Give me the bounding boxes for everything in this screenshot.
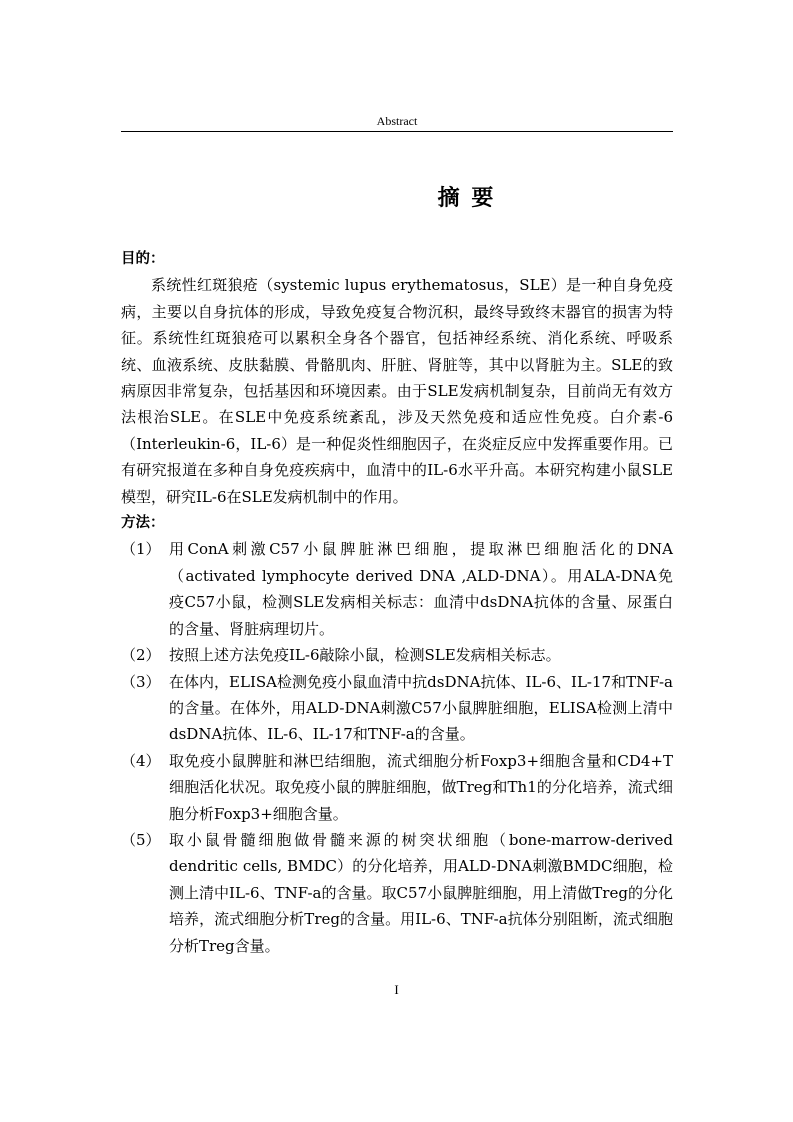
method-item-number: （2） bbox=[121, 646, 161, 665]
running-header: Abstract bbox=[376, 114, 418, 128]
abstract-body bbox=[121, 246, 673, 959]
page-number: I bbox=[394, 982, 399, 997]
method-item bbox=[121, 536, 673, 642]
method-item-number: （3） bbox=[121, 672, 161, 691]
method-item-text: 取小鼠骨髓细胞做骨髓来源的树突状细胞（bone-marrow-derived dendritic cells, BMDC）的分化培养，用ALD-DNA刺激BMDC细胞，检测上清中IL-6、TNF-a的含量。取C57小鼠脾脏细胞，用上清做Treg的分化培养，流式细胞分析Treg的含量。用IL-6、TNF-a抗体分别阻断，流式细胞分析Treg含量。 bbox=[169, 830, 673, 955]
method-item-text: 用ConA刺激C57小鼠脾脏淋巴细胞，提取淋巴细胞活化的DNA（activated lymphocyte derived DNA ,ALD-DNA）。用ALA-DNA免疫C57小鼠，检测SLE发病相关标志：血清中dsDNA抗体的含量、尿蛋白的含量、肾脏病理切片。 bbox=[169, 540, 673, 638]
method-item bbox=[121, 827, 673, 959]
objective-heading: 目的： bbox=[121, 251, 165, 267]
method-item-text: 在体内，ELISA检测免疫小鼠血清中抗dsDNA抗体、IL-6、IL-17和TNF-a的含量。在体外，用ALD-DNA刺激C57小鼠脾脏细胞，ELISA检测上清中dsDNA抗体、IL-6、IL-17和TNF-a的含量。 bbox=[169, 672, 673, 744]
header-rule bbox=[121, 131, 673, 132]
method-item bbox=[121, 669, 673, 748]
method-item bbox=[121, 748, 673, 827]
method-item-text: 取免疫小鼠脾脏和淋巴结细胞，流式细胞分析Foxp3+细胞含量和CD4+T细胞活化状况。取免疫小鼠的脾脏细胞，做Treg和Th1的分化培养，流式细胞分析Foxp3+细胞含量。 bbox=[169, 751, 673, 823]
objective-paragraph: 系统性红斑狼疮（systemic lupus erythematosus，SLE）是一种自身免疫病，主要以自身抗体的形成，导致免疫复合物沉积，最终导致终末器官的损害为特征。系统性红斑狼疮可以累积全身各个器官，包括神经系统、消化系统、呼吸系统、血液系统、皮肤黏膜、骨骼肌肉、肝脏、肾脏等，其中以肾脏为主。SLE的致病原因非常复杂，包括基因和环境因素。由于SLE发病机制复杂，目前尚无有效方法根治SLE。在SLE中免疫系统紊乱，涉及天然免疫和适应性免疫。白介素-6（Interleukin-6，IL-6）是一种促炎性细胞因子，在炎症反应中发挥重要作用。已有研究报道在多种自身免疫疾病中，血清中的IL-6水平升高。本研究构建小鼠SLE模型，研究IL-6在SLE发病机制中的作用。 bbox=[121, 276, 673, 506]
page-title: 摘 要 bbox=[437, 186, 496, 211]
method-item-number: （5） bbox=[121, 830, 161, 849]
method-item bbox=[121, 642, 673, 668]
method-item-number: （1） bbox=[121, 540, 161, 559]
method-item-number: （4） bbox=[121, 751, 161, 770]
method-item-text: 按照上述方法免疫IL-6敲除小鼠，检测SLE发病相关标志。 bbox=[169, 646, 561, 665]
methods-heading: 方法： bbox=[121, 515, 165, 532]
